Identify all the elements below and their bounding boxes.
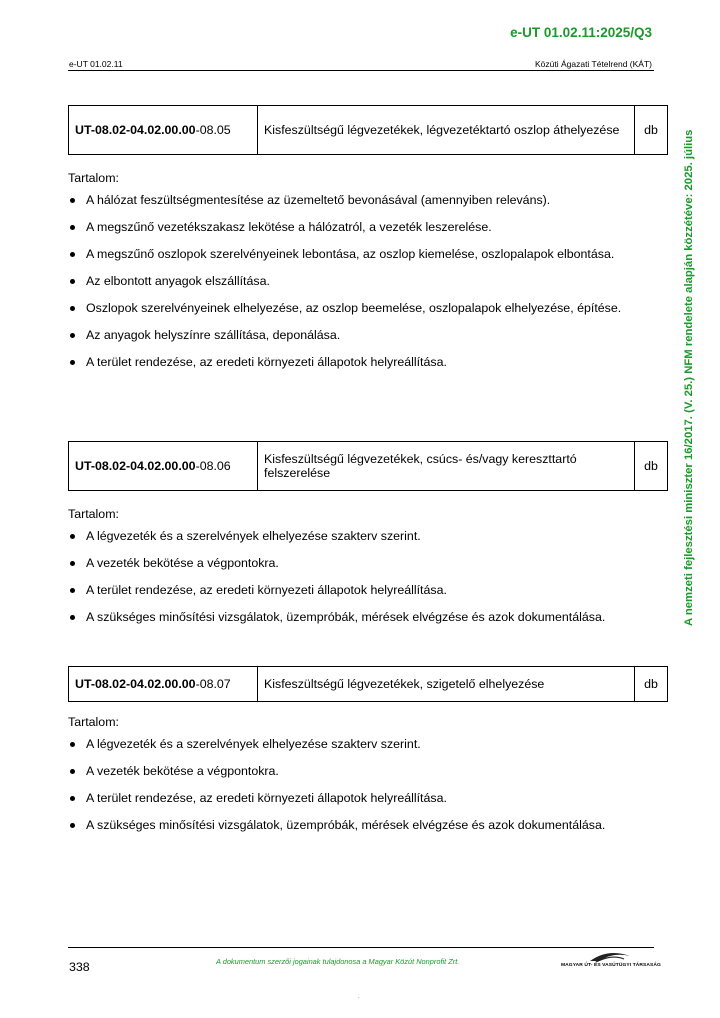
item-code-bold: UT-08.02-04.02.00.00 [75, 459, 196, 473]
list-item-text: A szükséges minősítési vizsgálatok, üzempróbák, mérések elvégzése és azok dokumentálása. [86, 610, 606, 624]
list-item [68, 328, 658, 343]
content-label: Tartalom: [68, 171, 119, 185]
item-code-bold: UT-08.02-04.02.00.00 [75, 123, 196, 137]
list-item-text: A vezeték bekötése a végpontokra. [86, 764, 279, 778]
list-item [68, 818, 658, 833]
content-bullet-list [68, 737, 658, 833]
list-item [68, 610, 658, 625]
item-title-cell: Kisfeszültségű légvezetékek, légvezetéktartó oszlop áthelyezése [258, 106, 635, 155]
list-item [68, 556, 658, 571]
bullet-icon [70, 742, 75, 747]
bullet-icon [70, 333, 75, 338]
list-item [68, 301, 658, 316]
content-bullet-list [68, 193, 658, 370]
list-item-text: Az elbontott anyagok elszállítása. [86, 274, 270, 288]
item-title-cell: Kisfeszültségű légvezetékek, csúcs- és/vagy kereszttartó felszerelése [258, 442, 635, 491]
list-item-text: Oszlopok szerelvényeinek elhelyezése, az oszlop beemelése, oszlopalapok elhelyezése, építése. [86, 301, 622, 315]
bullet-icon [70, 225, 75, 230]
list-item-text: A terület rendezése, az eredeti környezeti állapotok helyreállítása. [86, 583, 447, 597]
item-content-section-2 [68, 507, 658, 637]
copyright-note: A dokumentum szerzői jogainak tulajdonosa a Magyar Közút Nonprofit Zrt. [216, 957, 460, 966]
content-label: Tartalom: [68, 507, 119, 521]
list-item [68, 247, 658, 262]
list-item-text: A terület rendezése, az eredeti környezeti állapotok helyreállítása. [86, 355, 447, 369]
company-logo-text: MAGYAR ÚT- ÉS VASÚTÜGYI TÁRSASÁG [561, 963, 661, 968]
bullet-icon [70, 769, 75, 774]
company-logo-icon [560, 950, 656, 974]
item-code-cell [69, 106, 258, 155]
bullet-icon [70, 360, 75, 365]
footer-divider [68, 947, 654, 948]
bullet-icon [70, 823, 75, 828]
list-item [68, 193, 658, 208]
list-item-text: A megszűnő vezetékszakasz lekötése a hálózatról, a vezeték leszerelése. [86, 220, 492, 234]
content-label: Tartalom: [68, 715, 119, 729]
list-item [68, 737, 658, 752]
header-divider [68, 70, 654, 71]
list-item-text: A szükséges minősítési vizsgálatok, üzempróbák, mérések elvégzése és azok dokumentálása. [86, 818, 606, 832]
list-item-text: A légvezeték és a szerelvények elhelyezése szakterv szerint. [86, 529, 421, 543]
header-left-text: e-UT 01.02.11 [69, 59, 123, 69]
item-code-cell [69, 442, 258, 491]
item-unit-cell: db [635, 106, 668, 155]
list-item-text: A légvezeték és a szerelvények elhelyezése szakterv szerint. [86, 737, 421, 751]
item-unit-cell: db [635, 442, 668, 491]
content-bullet-list [68, 529, 658, 625]
side-publication-note: A nemzeti fejlesztési miniszter 16/2017. (V. 25.) NFM rendelete alapján közzétéve: 2025. július [683, 129, 695, 626]
item-content-section-3 [68, 715, 658, 845]
list-item-text: A megszűnő oszlopok szerelvényeinek lebontása, az oszlop kiemelése, oszlopalapok elbontása. [86, 247, 615, 261]
list-item [68, 791, 658, 806]
document-code: e-UT 01.02.11:2025/Q3 [510, 25, 652, 40]
bullet-icon [70, 534, 75, 539]
bullet-icon [70, 279, 75, 284]
list-item-text: A hálózat feszültségmentesítése az üzemeltető bevonásával (amennyiben releváns). [86, 193, 551, 207]
bullet-icon [70, 796, 75, 801]
item-code-cell [69, 667, 258, 702]
item-code-bold: UT-08.02-04.02.00.00 [75, 677, 196, 691]
list-item [68, 583, 658, 598]
item-unit-cell: db [635, 667, 668, 702]
bullet-icon [70, 306, 75, 311]
list-item [68, 274, 658, 289]
bullet-icon [70, 561, 75, 566]
list-item-text: A terület rendezése, az eredeti környezeti állapotok helyreállítása. [86, 791, 447, 805]
item-title-cell: Kisfeszültségű légvezetékek, szigetelő elhelyezése [258, 667, 635, 702]
item-header-table-3 [68, 666, 668, 702]
header-right-text: Közúti Ágazati Tételrend (KÁT) [534, 59, 652, 69]
bottom-mark: . [358, 994, 360, 1000]
item-code-suffix: -08.07 [195, 677, 231, 691]
item-header-table-2 [68, 441, 668, 491]
list-item [68, 220, 658, 235]
page-number: 338 [69, 960, 90, 974]
bullet-icon [70, 198, 75, 203]
list-item [68, 764, 658, 779]
bullet-icon [70, 588, 75, 593]
bullet-icon [70, 252, 75, 257]
item-header-table-1 [68, 105, 668, 155]
list-item [68, 355, 658, 370]
list-item-text: A vezeték bekötése a végpontokra. [86, 556, 279, 570]
list-item-text: Az anyagok helyszínre szállítása, deponálása. [86, 328, 341, 342]
item-code-suffix: -08.05 [195, 123, 231, 137]
item-code-suffix: -08.06 [195, 459, 231, 473]
list-item [68, 529, 658, 544]
bullet-icon [70, 615, 75, 620]
item-content-section-1 [68, 171, 658, 382]
